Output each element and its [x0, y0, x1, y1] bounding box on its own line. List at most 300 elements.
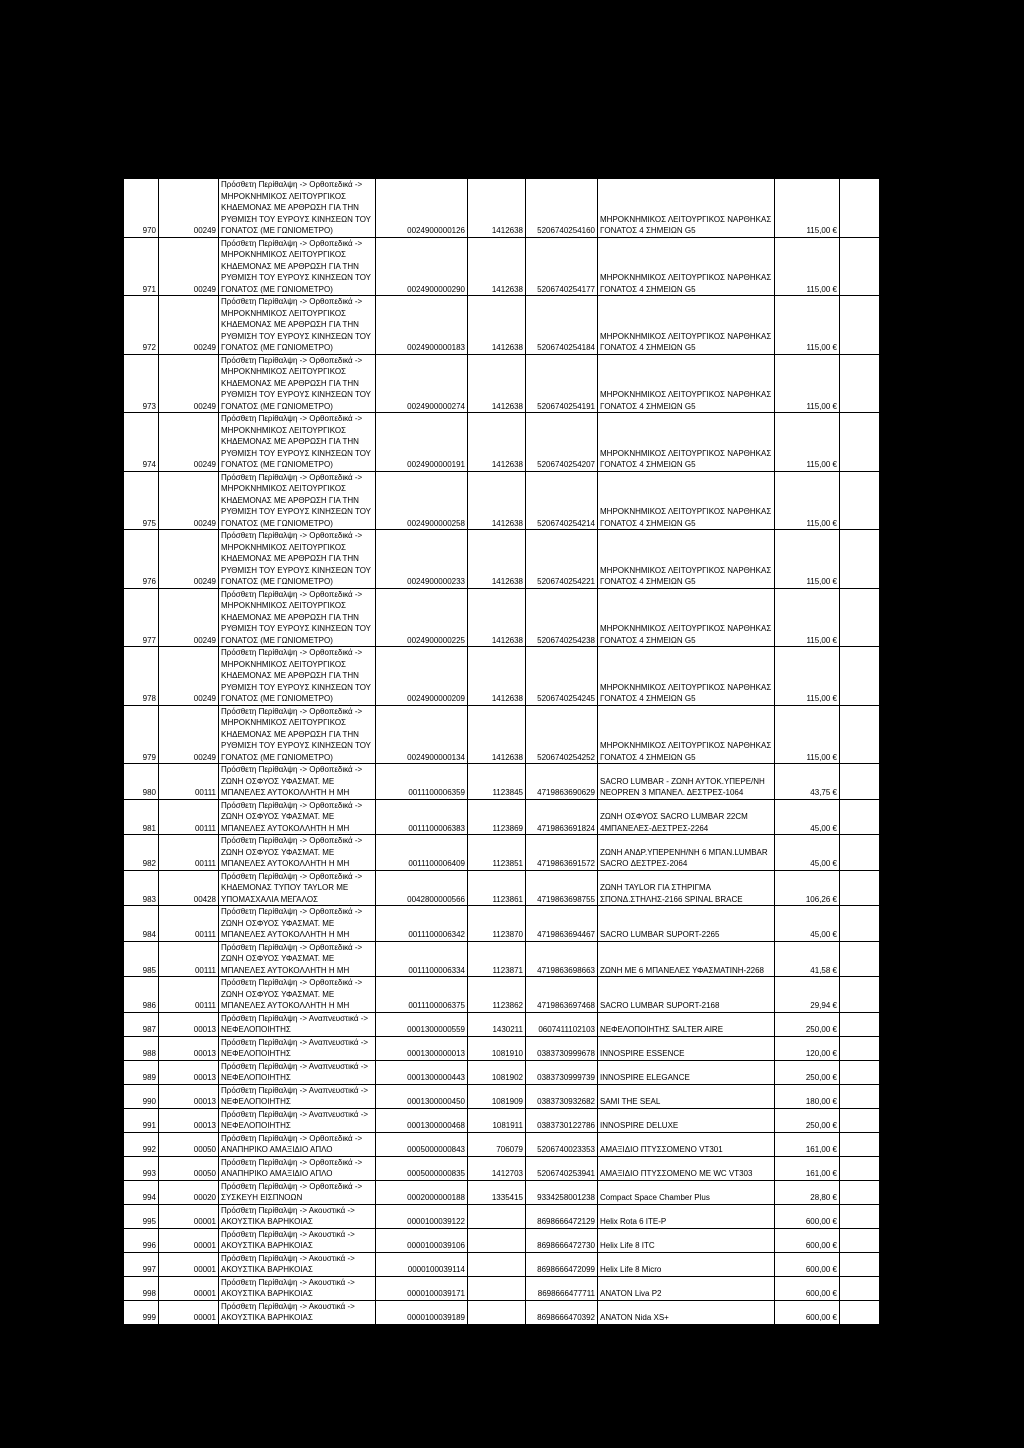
row-number: 981 [124, 799, 159, 835]
reference-code: 1412638 [468, 530, 526, 589]
product-name: ΖΩΝΗ TAYLOR ΓΙΑ ΣΤΗΡΙΓΜΑ ΣΠΟΝΔ.ΣΤΗΛΗΣ-2166 SPINAL BRACE [598, 870, 775, 906]
price: 250,00 € [775, 1060, 840, 1084]
eopyy-code: 0001300000013 [376, 1036, 468, 1060]
category-code: 00013 [159, 1060, 219, 1084]
reference-code: 1412638 [468, 296, 526, 355]
price: 115,00 € [775, 530, 840, 589]
price: 41,58 € [775, 941, 840, 977]
barcode: 5206740023353 [526, 1132, 598, 1156]
table-row [124, 1012, 880, 1036]
category-code: 00013 [159, 1036, 219, 1060]
product-name: ΜΗΡΟΚΝΗΜΙΚΟΣ ΛΕΙΤΟΥΡΓΙΚΟΣ ΝΑΡΘΗΚΑΣ ΓΟΝΑΤΟΣ 4 ΣΗΜΕΙΩΝ G5 [598, 296, 775, 355]
row-number: 984 [124, 906, 159, 942]
reference-code: 1081902 [468, 1060, 526, 1084]
table-row [124, 647, 880, 706]
reference-code [468, 1300, 526, 1324]
price: 106,26 € [775, 870, 840, 906]
reference-code [468, 1228, 526, 1252]
eopyy-code: 0011100006409 [376, 835, 468, 871]
table-row [124, 1204, 880, 1228]
table-row [124, 1156, 880, 1180]
empty-cell [840, 1012, 880, 1036]
item-description: Πρόσθετη Περίθαλψη -> Αναπνευστικά -> ΝΕΦΕΛΟΠΟΙΗΤΗΣ [219, 1084, 376, 1108]
barcode: 0383730932682 [526, 1084, 598, 1108]
row-number: 982 [124, 835, 159, 871]
reference-code: 1412638 [468, 705, 526, 764]
eopyy-code: 0024900000258 [376, 471, 468, 530]
table-row [124, 354, 880, 413]
reference-code: 1430211 [468, 1012, 526, 1036]
barcode: 4719863691572 [526, 835, 598, 871]
reference-code: 1412638 [468, 647, 526, 706]
price: 250,00 € [775, 1108, 840, 1132]
item-description: Πρόσθετη Περίθαλψη -> Ακουστικά -> ΑΚΟΥΣΤΙΚΑ ΒΑΡΗΚΟΙΑΣ [219, 1300, 376, 1324]
table-row [124, 705, 880, 764]
reference-code: 1123870 [468, 906, 526, 942]
product-name: ΜΗΡΟΚΝΗΜΙΚΟΣ ΛΕΙΤΟΥΡΓΙΚΟΣ ΝΑΡΘΗΚΑΣ ΓΟΝΑΤΟΣ 4 ΣΗΜΕΙΩΝ G5 [598, 471, 775, 530]
reference-code: 706079 [468, 1132, 526, 1156]
price: 250,00 € [775, 1012, 840, 1036]
product-name: ANATON Liva P2 [598, 1276, 775, 1300]
price: 115,00 € [775, 237, 840, 296]
empty-cell [840, 1180, 880, 1204]
item-description: Πρόσθετη Περίθαλψη -> Ορθοπεδικά -> ΜΗΡΟΚΝΗΜΙΚΟΣ ΛΕΙΤΟΥΡΓΙΚΟΣ ΚΗΔΕΜΟΝΑΣ ΜΕ ΑΡΘΡΩΣΗ ΓΙΑ ΤΗΝ ΡΥΘΜΙΣΗ ΤΟΥ ΕΥΡΟΥΣ ΚΙΝΗΣΕΩΝ ΤΟΥ ΓΟΝΑΤΟΣ (ΜΕ ΓΩΝΙΟΜΕΤΡΟ) [219, 179, 376, 238]
price: 115,00 € [775, 647, 840, 706]
barcode: 4719863690629 [526, 764, 598, 800]
item-description: Πρόσθετη Περίθαλψη -> Ορθοπεδικά -> ΖΩΝΗ ΟΣΦΥΟΣ ΥΦΑΣΜΑΤ. ΜΕ ΜΠΑΝΕΛΕΣ ΑΥΤΟΚΟΛΛΗΤΗ Η ΜΗ [219, 764, 376, 800]
product-name: ΜΗΡΟΚΝΗΜΙΚΟΣ ΛΕΙΤΟΥΡΓΙΚΟΣ ΝΑΡΘΗΚΑΣ ΓΟΝΑΤΟΣ 4 ΣΗΜΕΙΩΝ G5 [598, 705, 775, 764]
price: 45,00 € [775, 799, 840, 835]
category-code: 00001 [159, 1252, 219, 1276]
category-code: 00111 [159, 835, 219, 871]
table-row [124, 1228, 880, 1252]
product-name: SACRO LUMBAR SUPORT-2168 [598, 977, 775, 1013]
row-number: 979 [124, 705, 159, 764]
empty-cell [840, 906, 880, 942]
product-name: INNOSPIRE ESSENCE [598, 1036, 775, 1060]
product-name: SACRO LUMBAR - ΖΩΝΗ ΑΥΤΟΚ.ΥΠΕΡΕ/ΝΗ NEOPREN 3 ΜΠΑΝΕΛ. ΔΕΣΤΡΕΣ-1064 [598, 764, 775, 800]
row-number: 997 [124, 1252, 159, 1276]
reference-code: 1123871 [468, 941, 526, 977]
price: 28,80 € [775, 1180, 840, 1204]
row-number: 974 [124, 413, 159, 472]
category-code: 00249 [159, 647, 219, 706]
price: 115,00 € [775, 588, 840, 647]
table-row [124, 906, 880, 942]
category-code: 00249 [159, 179, 219, 238]
reference-code: 1123845 [468, 764, 526, 800]
price: 45,00 € [775, 906, 840, 942]
row-number: 994 [124, 1180, 159, 1204]
barcode: 5206740254245 [526, 647, 598, 706]
eopyy-code: 0024900000274 [376, 354, 468, 413]
category-code: 00428 [159, 870, 219, 906]
empty-cell [840, 977, 880, 1013]
item-description: Πρόσθετη Περίθαλψη -> Αναπνευστικά -> ΝΕΦΕΛΟΠΟΙΗΤΗΣ [219, 1108, 376, 1132]
product-name: ΜΗΡΟΚΝΗΜΙΚΟΣ ΛΕΙΤΟΥΡΓΙΚΟΣ ΝΑΡΘΗΚΑΣ ΓΟΝΑΤΟΣ 4 ΣΗΜΕΙΩΝ G5 [598, 530, 775, 589]
category-code: 00001 [159, 1204, 219, 1228]
eopyy-code: 0001300000443 [376, 1060, 468, 1084]
table-row [124, 941, 880, 977]
price: 43,75 € [775, 764, 840, 800]
product-name: ΑΜΑΞΙΔΙΟ ΠΤΥΣΣΟΜΕΝΟ ΜΕ WC VT303 [598, 1156, 775, 1180]
eopyy-code: 0011100006334 [376, 941, 468, 977]
category-code: 00111 [159, 941, 219, 977]
table-body [124, 179, 880, 1325]
product-name: Compact Space Chamber Plus [598, 1180, 775, 1204]
item-description: Πρόσθετη Περίθαλψη -> Ορθοπεδικά -> ΜΗΡΟΚΝΗΜΙΚΟΣ ΛΕΙΤΟΥΡΓΙΚΟΣ ΚΗΔΕΜΟΝΑΣ ΜΕ ΑΡΘΡΩΣΗ ΓΙΑ ΤΗΝ ΡΥΘΜΙΣΗ ΤΟΥ ΕΥΡΟΥΣ ΚΙΝΗΣΕΩΝ ΤΟΥ ΓΟΝΑΤΟΣ (ΜΕ ΓΩΝΙΟΜΕΤΡΟ) [219, 705, 376, 764]
row-number: 971 [124, 237, 159, 296]
category-code: 00050 [159, 1156, 219, 1180]
empty-cell [840, 764, 880, 800]
price: 161,00 € [775, 1156, 840, 1180]
row-number: 995 [124, 1204, 159, 1228]
category-code: 00111 [159, 799, 219, 835]
table-row [124, 1036, 880, 1060]
row-number: 973 [124, 354, 159, 413]
product-name: ΜΗΡΟΚΝΗΜΙΚΟΣ ΛΕΙΤΟΥΡΓΙΚΟΣ ΝΑΡΘΗΚΑΣ ΓΟΝΑΤΟΣ 4 ΣΗΜΕΙΩΝ G5 [598, 588, 775, 647]
table-row [124, 1132, 880, 1156]
category-code: 00013 [159, 1108, 219, 1132]
product-name: ΖΩΝΗ ΟΣΦΥΟΣ SACRO LUMBAR 22CM 4ΜΠΑΝΕΛΕΣ-ΔΕΣΤΡΕΣ-2264 [598, 799, 775, 835]
empty-cell [840, 237, 880, 296]
barcode: 0383730999678 [526, 1036, 598, 1060]
reference-code: 1123861 [468, 870, 526, 906]
product-name: ΝΕΦΕΛΟΠΟΙΗΤΗΣ SALTER AIRE [598, 1012, 775, 1036]
item-description: Πρόσθετη Περίθαλψη -> Ορθοπεδικά -> ΖΩΝΗ ΟΣΦΥΟΣ ΥΦΑΣΜΑΤ. ΜΕ ΜΠΑΝΕΛΕΣ ΑΥΤΟΚΟΛΛΗΤΗ Η ΜΗ [219, 941, 376, 977]
empty-cell [840, 1108, 880, 1132]
empty-cell [840, 1204, 880, 1228]
row-number: 977 [124, 588, 159, 647]
empty-cell [840, 471, 880, 530]
product-name: ΜΗΡΟΚΝΗΜΙΚΟΣ ΛΕΙΤΟΥΡΓΙΚΟΣ ΝΑΡΘΗΚΑΣ ΓΟΝΑΤΟΣ 4 ΣΗΜΕΙΩΝ G5 [598, 354, 775, 413]
category-code: 00020 [159, 1180, 219, 1204]
eopyy-code: 0024900000134 [376, 705, 468, 764]
category-code: 00249 [159, 471, 219, 530]
price: 120,00 € [775, 1036, 840, 1060]
empty-cell [840, 530, 880, 589]
category-code: 00249 [159, 588, 219, 647]
empty-cell [840, 705, 880, 764]
item-description: Πρόσθετη Περίθαλψη -> Ορθοπεδικά -> ΜΗΡΟΚΝΗΜΙΚΟΣ ΛΕΙΤΟΥΡΓΙΚΟΣ ΚΗΔΕΜΟΝΑΣ ΜΕ ΑΡΘΡΩΣΗ ΓΙΑ ΤΗΝ ΡΥΘΜΙΣΗ ΤΟΥ ΕΥΡΟΥΣ ΚΙΝΗΣΕΩΝ ΤΟΥ ΓΟΝΑΤΟΣ (ΜΕ ΓΩΝΙΟΜΕΤΡΟ) [219, 237, 376, 296]
item-description: Πρόσθετη Περίθαλψη -> Ορθοπεδικά -> ΣΥΣΚΕΥΗ ΕΙΣΠΝΟΩΝ [219, 1180, 376, 1204]
row-number: 970 [124, 179, 159, 238]
empty-cell [840, 588, 880, 647]
item-description: Πρόσθετη Περίθαλψη -> Ορθοπεδικά -> ΖΩΝΗ ΟΣΦΥΟΣ ΥΦΑΣΜΑΤ. ΜΕ ΜΠΑΝΕΛΕΣ ΑΥΤΟΚΟΛΛΗΤΗ Η ΜΗ [219, 977, 376, 1013]
empty-cell [840, 1132, 880, 1156]
empty-cell [840, 1084, 880, 1108]
item-description: Πρόσθετη Περίθαλψη -> Ακουστικά -> ΑΚΟΥΣΤΙΚΑ ΒΑΡΗΚΟΙΑΣ [219, 1252, 376, 1276]
barcode: 5206740254177 [526, 237, 598, 296]
reference-code: 1412638 [468, 354, 526, 413]
eopyy-code: 0024900000233 [376, 530, 468, 589]
product-table [123, 178, 880, 1325]
barcode: 4719863698755 [526, 870, 598, 906]
table-row [124, 530, 880, 589]
row-number: 993 [124, 1156, 159, 1180]
barcode: 9334258001238 [526, 1180, 598, 1204]
price: 115,00 € [775, 179, 840, 238]
item-description: Πρόσθετη Περίθαλψη -> Ορθοπεδικά -> ΖΩΝΗ ΟΣΦΥΟΣ ΥΦΑΣΜΑΤ. ΜΕ ΜΠΑΝΕΛΕΣ ΑΥΤΟΚΟΛΛΗΤΗ Η ΜΗ [219, 799, 376, 835]
row-number: 987 [124, 1012, 159, 1036]
item-description: Πρόσθετη Περίθαλψη -> Ακουστικά -> ΑΚΟΥΣΤΙΚΑ ΒΑΡΗΚΟΙΑΣ [219, 1228, 376, 1252]
item-description: Πρόσθετη Περίθαλψη -> Ορθοπεδικά -> ΜΗΡΟΚΝΗΜΙΚΟΣ ΛΕΙΤΟΥΡΓΙΚΟΣ ΚΗΔΕΜΟΝΑΣ ΜΕ ΑΡΘΡΩΣΗ ΓΙΑ ΤΗΝ ΡΥΘΜΙΣΗ ΤΟΥ ΕΥΡΟΥΣ ΚΙΝΗΣΕΩΝ ΤΟΥ ΓΟΝΑΤΟΣ (ΜΕ ΓΩΝΙΟΜΕΤΡΟ) [219, 471, 376, 530]
category-code: 00111 [159, 906, 219, 942]
eopyy-code: 0000100039114 [376, 1252, 468, 1276]
eopyy-code: 0000100039171 [376, 1276, 468, 1300]
empty-cell [840, 1276, 880, 1300]
table-row [124, 1084, 880, 1108]
product-name: Helix Rota 6 ITE-P [598, 1204, 775, 1228]
barcode: 4719863694467 [526, 906, 598, 942]
product-name: ΜΗΡΟΚΝΗΜΙΚΟΣ ΛΕΙΤΟΥΡΓΙΚΟΣ ΝΑΡΘΗΚΑΣ ΓΟΝΑΤΟΣ 4 ΣΗΜΕΙΩΝ G5 [598, 179, 775, 238]
price: 45,00 € [775, 835, 840, 871]
barcode: 8698666470392 [526, 1300, 598, 1324]
item-description: Πρόσθετη Περίθαλψη -> Ορθοπεδικά -> ΖΩΝΗ ΟΣΦΥΟΣ ΥΦΑΣΜΑΤ. ΜΕ ΜΠΑΝΕΛΕΣ ΑΥΤΟΚΟΛΛΗΤΗ Η ΜΗ [219, 906, 376, 942]
reference-code: 1412638 [468, 179, 526, 238]
eopyy-code: 0005000000835 [376, 1156, 468, 1180]
item-description: Πρόσθετη Περίθαλψη -> Ορθοπεδικά -> ΜΗΡΟΚΝΗΜΙΚΟΣ ΛΕΙΤΟΥΡΓΙΚΟΣ ΚΗΔΕΜΟΝΑΣ ΜΕ ΑΡΘΡΩΣΗ ΓΙΑ ΤΗΝ ΡΥΘΜΙΣΗ ΤΟΥ ΕΥΡΟΥΣ ΚΙΝΗΣΕΩΝ ΤΟΥ ΓΟΝΑΤΟΣ (ΜΕ ΓΩΝΙΟΜΕΤΡΟ) [219, 354, 376, 413]
table-row [124, 1060, 880, 1084]
eopyy-code: 0011100006383 [376, 799, 468, 835]
reference-code: 1123862 [468, 977, 526, 1013]
empty-cell [840, 1252, 880, 1276]
reference-code: 1081910 [468, 1036, 526, 1060]
item-description: Πρόσθετη Περίθαλψη -> Αναπνευστικά -> ΝΕΦΕΛΟΠΟΙΗΤΗΣ [219, 1060, 376, 1084]
category-code: 00111 [159, 764, 219, 800]
table-row [124, 764, 880, 800]
eopyy-code: 0001300000468 [376, 1108, 468, 1132]
reference-code: 1081911 [468, 1108, 526, 1132]
reference-code: 1412638 [468, 471, 526, 530]
eopyy-code: 0000100039122 [376, 1204, 468, 1228]
category-code: 00001 [159, 1276, 219, 1300]
product-name: ΑΜΑΞΙΔΙΟ ΠΤΥΣΣΟΜΕΝΟ VT301 [598, 1132, 775, 1156]
category-code: 00013 [159, 1084, 219, 1108]
price: 115,00 € [775, 413, 840, 472]
barcode: 8698666477711 [526, 1276, 598, 1300]
item-description: Πρόσθετη Περίθαλψη -> Ορθοπεδικά -> ΖΩΝΗ ΟΣΦΥΟΣ ΥΦΑΣΜΑΤ. ΜΕ ΜΠΑΝΕΛΕΣ ΑΥΤΟΚΟΛΛΗΤΗ Η ΜΗ [219, 835, 376, 871]
table-row [124, 977, 880, 1013]
barcode: 8698666472730 [526, 1228, 598, 1252]
price: 600,00 € [775, 1300, 840, 1324]
empty-cell [840, 1060, 880, 1084]
row-number: 980 [124, 764, 159, 800]
table-row [124, 1276, 880, 1300]
price: 600,00 € [775, 1252, 840, 1276]
eopyy-code: 0024900000225 [376, 588, 468, 647]
table-row [124, 870, 880, 906]
category-code: 00249 [159, 530, 219, 589]
eopyy-code: 0011100006359 [376, 764, 468, 800]
price: 115,00 € [775, 296, 840, 355]
product-name: ΜΗΡΟΚΝΗΜΙΚΟΣ ΛΕΙΤΟΥΡΓΙΚΟΣ ΝΑΡΘΗΚΑΣ ΓΟΝΑΤΟΣ 4 ΣΗΜΕΙΩΝ G5 [598, 413, 775, 472]
product-name: Helix Life 8 ITC [598, 1228, 775, 1252]
table-row [124, 179, 880, 238]
eopyy-code: 0005000000843 [376, 1132, 468, 1156]
eopyy-code: 0000100039189 [376, 1300, 468, 1324]
row-number: 985 [124, 941, 159, 977]
item-description: Πρόσθετη Περίθαλψη -> Ορθοπεδικά -> ΜΗΡΟΚΝΗΜΙΚΟΣ ΛΕΙΤΟΥΡΓΙΚΟΣ ΚΗΔΕΜΟΝΑΣ ΜΕ ΑΡΘΡΩΣΗ ΓΙΑ ΤΗΝ ΡΥΘΜΙΣΗ ΤΟΥ ΕΥΡΟΥΣ ΚΙΝΗΣΕΩΝ ΤΟΥ ΓΟΝΑΤΟΣ (ΜΕ ΓΩΝΙΟΜΕΤΡΟ) [219, 413, 376, 472]
row-number: 991 [124, 1108, 159, 1132]
eopyy-code: 0024900000209 [376, 647, 468, 706]
barcode: 8698666472099 [526, 1252, 598, 1276]
reference-code: 1081909 [468, 1084, 526, 1108]
price: 161,00 € [775, 1132, 840, 1156]
category-code: 00249 [159, 296, 219, 355]
barcode: 4719863691824 [526, 799, 598, 835]
table-row [124, 471, 880, 530]
empty-cell [840, 179, 880, 238]
empty-cell [840, 413, 880, 472]
price: 600,00 € [775, 1228, 840, 1252]
price: 600,00 € [775, 1204, 840, 1228]
table-row [124, 835, 880, 871]
category-code: 00013 [159, 1012, 219, 1036]
price: 115,00 € [775, 354, 840, 413]
document-sheet [123, 178, 879, 1325]
category-code: 00249 [159, 237, 219, 296]
barcode: 5206740254207 [526, 413, 598, 472]
row-number: 992 [124, 1132, 159, 1156]
item-description: Πρόσθετη Περίθαλψη -> Αναπνευστικά -> ΝΕΦΕΛΟΠΟΙΗΤΗΣ [219, 1036, 376, 1060]
barcode: 5206740254184 [526, 296, 598, 355]
table-row [124, 1180, 880, 1204]
table-row [124, 1252, 880, 1276]
category-code: 00111 [159, 977, 219, 1013]
reference-code: 1412703 [468, 1156, 526, 1180]
category-code: 00001 [159, 1300, 219, 1324]
empty-cell [840, 1036, 880, 1060]
category-code: 00249 [159, 354, 219, 413]
barcode: 4719863698663 [526, 941, 598, 977]
item-description: Πρόσθετη Περίθαλψη -> Ορθοπεδικά -> ΜΗΡΟΚΝΗΜΙΚΟΣ ΛΕΙΤΟΥΡΓΙΚΟΣ ΚΗΔΕΜΟΝΑΣ ΜΕ ΑΡΘΡΩΣΗ ΓΙΑ ΤΗΝ ΡΥΘΜΙΣΗ ΤΟΥ ΕΥΡΟΥΣ ΚΙΝΗΣΕΩΝ ΤΟΥ ΓΟΝΑΤΟΣ (ΜΕ ΓΩΝΙΟΜΕΤΡΟ) [219, 530, 376, 589]
empty-cell [840, 354, 880, 413]
item-description: Πρόσθετη Περίθαλψη -> Ορθοπεδικά -> ΑΝΑΠΗΡΙΚΟ ΑΜΑΞΙΔΙΟ ΑΠΛΟ [219, 1156, 376, 1180]
eopyy-code: 0001300000559 [376, 1012, 468, 1036]
barcode: 5206740254214 [526, 471, 598, 530]
row-number: 996 [124, 1228, 159, 1252]
row-number: 990 [124, 1084, 159, 1108]
row-number: 988 [124, 1036, 159, 1060]
row-number: 989 [124, 1060, 159, 1084]
item-description: Πρόσθετη Περίθαλψη -> Ορθοπεδικά -> ΜΗΡΟΚΝΗΜΙΚΟΣ ΛΕΙΤΟΥΡΓΙΚΟΣ ΚΗΔΕΜΟΝΑΣ ΜΕ ΑΡΘΡΩΣΗ ΓΙΑ ΤΗΝ ΡΥΘΜΙΣΗ ΤΟΥ ΕΥΡΟΥΣ ΚΙΝΗΣΕΩΝ ΤΟΥ ΓΟΝΑΤΟΣ (ΜΕ ΓΩΝΙΟΜΕΤΡΟ) [219, 647, 376, 706]
category-code: 00001 [159, 1228, 219, 1252]
eopyy-code: 0042800000566 [376, 870, 468, 906]
eopyy-code: 0024900000290 [376, 237, 468, 296]
product-name: ANATON Nida XS+ [598, 1300, 775, 1324]
reference-code [468, 1204, 526, 1228]
barcode: 5206740254160 [526, 179, 598, 238]
item-description: Πρόσθετη Περίθαλψη -> Αναπνευστικά -> ΝΕΦΕΛΟΠΟΙΗΤΗΣ [219, 1012, 376, 1036]
eopyy-code: 0002000000188 [376, 1180, 468, 1204]
item-description: Πρόσθετη Περίθαλψη -> Ακουστικά -> ΑΚΟΥΣΤΙΚΑ ΒΑΡΗΚΟΙΑΣ [219, 1276, 376, 1300]
table-row [124, 296, 880, 355]
price: 115,00 € [775, 705, 840, 764]
row-number: 972 [124, 296, 159, 355]
item-description: Πρόσθετη Περίθαλψη -> Ορθοπεδικά -> ΜΗΡΟΚΝΗΜΙΚΟΣ ΛΕΙΤΟΥΡΓΙΚΟΣ ΚΗΔΕΜΟΝΑΣ ΜΕ ΑΡΘΡΩΣΗ ΓΙΑ ΤΗΝ ΡΥΘΜΙΣΗ ΤΟΥ ΕΥΡΟΥΣ ΚΙΝΗΣΕΩΝ ΤΟΥ ΓΟΝΑΤΟΣ (ΜΕ ΓΩΝΙΟΜΕΤΡΟ) [219, 588, 376, 647]
product-name: ΖΩΝΗ ΜΕ 6 ΜΠΑΝΕΛΕΣ ΥΦΑΣΜΑΤΙΝΗ-2268 [598, 941, 775, 977]
empty-cell [840, 647, 880, 706]
reference-code: 1123869 [468, 799, 526, 835]
eopyy-code: 0024900000126 [376, 179, 468, 238]
table-row [124, 413, 880, 472]
price: 600,00 € [775, 1276, 840, 1300]
product-name: ΜΗΡΟΚΝΗΜΙΚΟΣ ΛΕΙΤΟΥΡΓΙΚΟΣ ΝΑΡΘΗΚΑΣ ΓΟΝΑΤΟΣ 4 ΣΗΜΕΙΩΝ G5 [598, 237, 775, 296]
empty-cell [840, 941, 880, 977]
table-row [124, 799, 880, 835]
reference-code: 1412638 [468, 588, 526, 647]
reference-code: 1412638 [468, 237, 526, 296]
product-name: SAMI THE SEAL [598, 1084, 775, 1108]
barcode: 5206740254238 [526, 588, 598, 647]
table-row [124, 237, 880, 296]
empty-cell [840, 296, 880, 355]
product-name: ΖΩΝΗ ΑΝΔΡ.ΥΠΕΡΕΝΗ/ΝΗ 6 ΜΠΑΝ.LUMBAR SACRO ΔΕΣΤΡΕΣ-2064 [598, 835, 775, 871]
reference-code: 1335415 [468, 1180, 526, 1204]
barcode: 5206740253941 [526, 1156, 598, 1180]
barcode: 4719863697468 [526, 977, 598, 1013]
barcode: 5206740254191 [526, 354, 598, 413]
eopyy-code: 0011100006342 [376, 906, 468, 942]
empty-cell [840, 1300, 880, 1324]
table-row [124, 1108, 880, 1132]
item-description: Πρόσθετη Περίθαλψη -> Ορθοπεδικά -> ΑΝΑΠΗΡΙΚΟ ΑΜΑΞΙΔΙΟ ΑΠΛΟ [219, 1132, 376, 1156]
barcode: 0383730122786 [526, 1108, 598, 1132]
product-name: SACRO LUMBAR SUPORT-2265 [598, 906, 775, 942]
product-name: INNOSPIRE ELEGANCE [598, 1060, 775, 1084]
empty-cell [840, 835, 880, 871]
row-number: 986 [124, 977, 159, 1013]
row-number: 975 [124, 471, 159, 530]
product-name: Helix Life 8 Micro [598, 1252, 775, 1276]
barcode: 8698666472129 [526, 1204, 598, 1228]
barcode: 5206740254221 [526, 530, 598, 589]
barcode: 0607411102103 [526, 1012, 598, 1036]
row-number: 976 [124, 530, 159, 589]
barcode: 0383730999739 [526, 1060, 598, 1084]
reference-code [468, 1276, 526, 1300]
price: 115,00 € [775, 471, 840, 530]
eopyy-code: 0011100006375 [376, 977, 468, 1013]
eopyy-code: 0024900000191 [376, 413, 468, 472]
barcode: 5206740254252 [526, 705, 598, 764]
item-description: Πρόσθετη Περίθαλψη -> Ακουστικά -> ΑΚΟΥΣΤΙΚΑ ΒΑΡΗΚΟΙΑΣ [219, 1204, 376, 1228]
item-description: Πρόσθετη Περίθαλψη -> Ορθοπεδικά -> ΚΗΔΕΜΟΝΑΣ ΤΥΠΟΥ TAYLOR ΜΕ ΥΠΟΜΑΣΧΑΛΙΑ ΜΕΓΑΛΟΣ [219, 870, 376, 906]
table-row [124, 1300, 880, 1324]
reference-code: 1412638 [468, 413, 526, 472]
item-description: Πρόσθετη Περίθαλψη -> Ορθοπεδικά -> ΜΗΡΟΚΝΗΜΙΚΟΣ ΛΕΙΤΟΥΡΓΙΚΟΣ ΚΗΔΕΜΟΝΑΣ ΜΕ ΑΡΘΡΩΣΗ ΓΙΑ ΤΗΝ ΡΥΘΜΙΣΗ ΤΟΥ ΕΥΡΟΥΣ ΚΙΝΗΣΕΩΝ ΤΟΥ ΓΟΝΑΤΟΣ (ΜΕ ΓΩΝΙΟΜΕΤΡΟ) [219, 296, 376, 355]
empty-cell [840, 799, 880, 835]
empty-cell [840, 1228, 880, 1252]
row-number: 999 [124, 1300, 159, 1324]
eopyy-code: 0024900000183 [376, 296, 468, 355]
empty-cell [840, 870, 880, 906]
eopyy-code: 0001300000450 [376, 1084, 468, 1108]
category-code: 00249 [159, 413, 219, 472]
row-number: 978 [124, 647, 159, 706]
table-row [124, 588, 880, 647]
product-name: ΜΗΡΟΚΝΗΜΙΚΟΣ ΛΕΙΤΟΥΡΓΙΚΟΣ ΝΑΡΘΗΚΑΣ ΓΟΝΑΤΟΣ 4 ΣΗΜΕΙΩΝ G5 [598, 647, 775, 706]
price: 180,00 € [775, 1084, 840, 1108]
row-number: 983 [124, 870, 159, 906]
reference-code: 1123851 [468, 835, 526, 871]
category-code: 00249 [159, 705, 219, 764]
eopyy-code: 0000100039106 [376, 1228, 468, 1252]
category-code: 00050 [159, 1132, 219, 1156]
reference-code [468, 1252, 526, 1276]
row-number: 998 [124, 1276, 159, 1300]
